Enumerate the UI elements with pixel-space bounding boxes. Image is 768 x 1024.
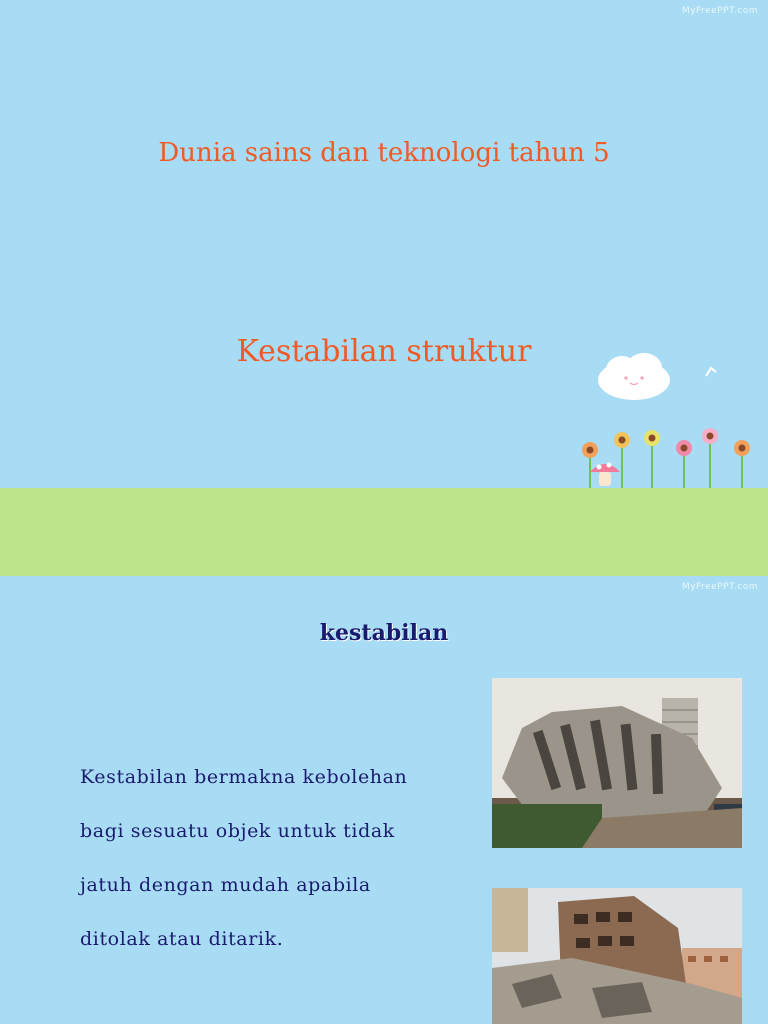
collapsed-building-photo (492, 888, 742, 1024)
slide-title: Dunia sains dan teknologi tahun 5 (158, 138, 610, 168)
sparkle-icon (704, 366, 718, 378)
slide-2 (0, 576, 768, 1024)
body-line: jatuh dengan mudah apabila (80, 874, 371, 896)
watermark: MyFreePPT.com (681, 6, 758, 16)
slide-heading: kestabilan (319, 620, 449, 646)
mushroom-icon (588, 456, 622, 488)
watermark: MyFreePPT.com (681, 582, 758, 592)
collapsed-building-photo (492, 678, 742, 848)
body-line: Kestabilan bermakna kebolehan (80, 766, 408, 788)
body-paragraph (80, 750, 480, 966)
body-line: bagi sesuatu objek untuk tidak (80, 820, 395, 842)
slide-subtitle: Kestabilan struktur (236, 334, 532, 369)
cloud-icon (594, 348, 674, 404)
body-line: ditolak atau ditarik. (80, 928, 284, 950)
grass-band (0, 488, 768, 576)
